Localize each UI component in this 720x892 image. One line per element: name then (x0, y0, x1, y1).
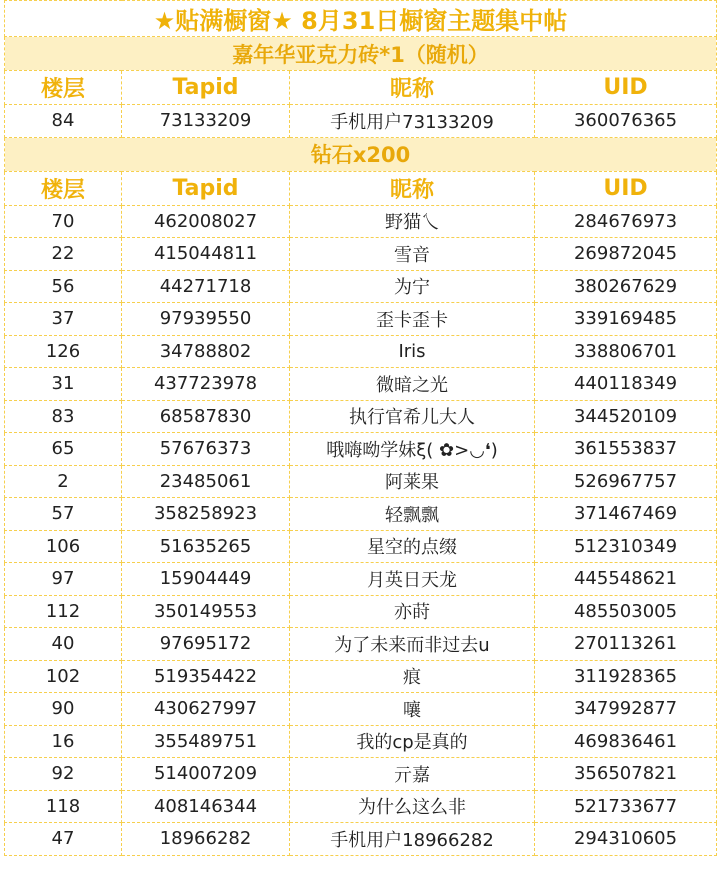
column-header-tapid: Tapid (122, 71, 290, 105)
cell-nickname: 手机用户73133209 (290, 105, 535, 138)
cell-nickname: 微暗之光 (290, 368, 535, 401)
cell-floor: 65 (5, 433, 122, 466)
cell-tapid: 18966282 (122, 823, 290, 856)
cell-uid: 521733677 (535, 790, 717, 823)
cell-nickname: 轻飘飘 (290, 498, 535, 531)
winners-table (4, 0, 717, 856)
cell-nickname: 为宁 (290, 270, 535, 303)
cell-floor: 112 (5, 595, 122, 628)
cell-nickname: 我的cp是真的 (290, 725, 535, 758)
cell-uid: 338806701 (535, 335, 717, 368)
cell-uid: 445548621 (535, 563, 717, 596)
cell-nickname: 月英日天龙 (290, 563, 535, 596)
table-row (5, 105, 717, 138)
cell-tapid: 415044811 (122, 238, 290, 271)
column-header-nickname: 昵称 (290, 71, 535, 105)
table-row (5, 823, 717, 856)
cell-nickname: 野猫乀 (290, 205, 535, 238)
cell-uid: 371467469 (535, 498, 717, 531)
table-row (5, 758, 717, 791)
page-title: ★贴满橱窗★ 8月31日橱窗主题集中帖 (5, 1, 717, 37)
cell-tapid: 15904449 (122, 563, 290, 596)
cell-uid: 440118349 (535, 368, 717, 401)
cell-tapid: 34788802 (122, 335, 290, 368)
cell-nickname: 雪音 (290, 238, 535, 271)
cell-floor: 118 (5, 790, 122, 823)
cell-tapid: 462008027 (122, 205, 290, 238)
cell-uid: 380267629 (535, 270, 717, 303)
table-row (5, 660, 717, 693)
table-row (5, 498, 717, 531)
cell-floor: 16 (5, 725, 122, 758)
table-row (5, 400, 717, 433)
cell-nickname: 痕 (290, 660, 535, 693)
cell-uid: 270113261 (535, 628, 717, 661)
table-row (5, 433, 717, 466)
column-header-uid: UID (535, 171, 717, 205)
cell-tapid: 514007209 (122, 758, 290, 791)
prize-band-row (5, 137, 717, 171)
cell-floor: 84 (5, 105, 122, 138)
cell-floor: 56 (5, 270, 122, 303)
column-header-row (5, 71, 717, 105)
cell-floor: 126 (5, 335, 122, 368)
cell-nickname: 执行官希儿大人 (290, 400, 535, 433)
cell-uid: 356507821 (535, 758, 717, 791)
cell-tapid: 437723978 (122, 368, 290, 401)
cell-floor: 40 (5, 628, 122, 661)
cell-uid: 512310349 (535, 530, 717, 563)
cell-uid: 485503005 (535, 595, 717, 628)
column-header-row (5, 171, 717, 205)
cell-floor: 47 (5, 823, 122, 856)
cell-floor: 106 (5, 530, 122, 563)
cell-uid: 469836461 (535, 725, 717, 758)
cell-nickname: Iris (290, 335, 535, 368)
cell-nickname: 嚷 (290, 693, 535, 726)
cell-nickname: 手机用户18966282 (290, 823, 535, 856)
table-row (5, 530, 717, 563)
cell-nickname: 亦莳 (290, 595, 535, 628)
results-page (4, 0, 716, 856)
table-row (5, 303, 717, 336)
cell-uid: 284676973 (535, 205, 717, 238)
cell-tapid: 97695172 (122, 628, 290, 661)
table-row (5, 563, 717, 596)
table-row (5, 368, 717, 401)
cell-nickname: 阿莱果 (290, 465, 535, 498)
column-header-uid: UID (535, 71, 717, 105)
cell-tapid: 23485061 (122, 465, 290, 498)
cell-floor: 97 (5, 563, 122, 596)
table-row (5, 335, 717, 368)
cell-uid: 344520109 (535, 400, 717, 433)
cell-tapid: 358258923 (122, 498, 290, 531)
cell-floor: 57 (5, 498, 122, 531)
cell-uid: 339169485 (535, 303, 717, 336)
cell-uid: 311928365 (535, 660, 717, 693)
cell-floor: 70 (5, 205, 122, 238)
cell-nickname: 为了未来而非过去u (290, 628, 535, 661)
cell-uid: 360076365 (535, 105, 717, 138)
cell-nickname: 歪卡歪卡 (290, 303, 535, 336)
cell-nickname: 哦嗨呦学妹ξ( ✿>◡❛) (290, 433, 535, 466)
column-header-floor: 楼层 (5, 171, 122, 205)
cell-floor: 37 (5, 303, 122, 336)
cell-floor: 90 (5, 693, 122, 726)
cell-uid: 361553837 (535, 433, 717, 466)
cell-floor: 92 (5, 758, 122, 791)
cell-floor: 102 (5, 660, 122, 693)
column-header-nickname: 昵称 (290, 171, 535, 205)
column-header-tapid: Tapid (122, 171, 290, 205)
cell-tapid: 51635265 (122, 530, 290, 563)
cell-tapid: 519354422 (122, 660, 290, 693)
table-row (5, 270, 717, 303)
table-row (5, 238, 717, 271)
prize-band-row (5, 37, 717, 71)
cell-nickname: 为什么这么非 (290, 790, 535, 823)
cell-tapid: 97939550 (122, 303, 290, 336)
cell-tapid: 408146344 (122, 790, 290, 823)
cell-uid: 526967757 (535, 465, 717, 498)
table-row (5, 628, 717, 661)
table-row (5, 595, 717, 628)
winners-table-body (5, 1, 717, 856)
table-row (5, 465, 717, 498)
cell-floor: 22 (5, 238, 122, 271)
table-row (5, 790, 717, 823)
table-row (5, 205, 717, 238)
cell-tapid: 350149553 (122, 595, 290, 628)
prize-label: 钻石x200 (5, 137, 717, 171)
table-row (5, 693, 717, 726)
cell-uid: 347992877 (535, 693, 717, 726)
cell-floor: 83 (5, 400, 122, 433)
cell-uid: 269872045 (535, 238, 717, 271)
cell-tapid: 355489751 (122, 725, 290, 758)
cell-tapid: 44271718 (122, 270, 290, 303)
cell-uid: 294310605 (535, 823, 717, 856)
cell-tapid: 73133209 (122, 105, 290, 138)
cell-tapid: 430627997 (122, 693, 290, 726)
cell-nickname: 亓嘉 (290, 758, 535, 791)
column-header-floor: 楼层 (5, 71, 122, 105)
title-row (5, 1, 717, 37)
cell-tapid: 68587830 (122, 400, 290, 433)
table-row (5, 725, 717, 758)
cell-nickname: 星空的点缀 (290, 530, 535, 563)
cell-tapid: 57676373 (122, 433, 290, 466)
cell-floor: 2 (5, 465, 122, 498)
cell-floor: 31 (5, 368, 122, 401)
prize-label: 嘉年华亚克力砖*1（随机） (5, 37, 717, 71)
